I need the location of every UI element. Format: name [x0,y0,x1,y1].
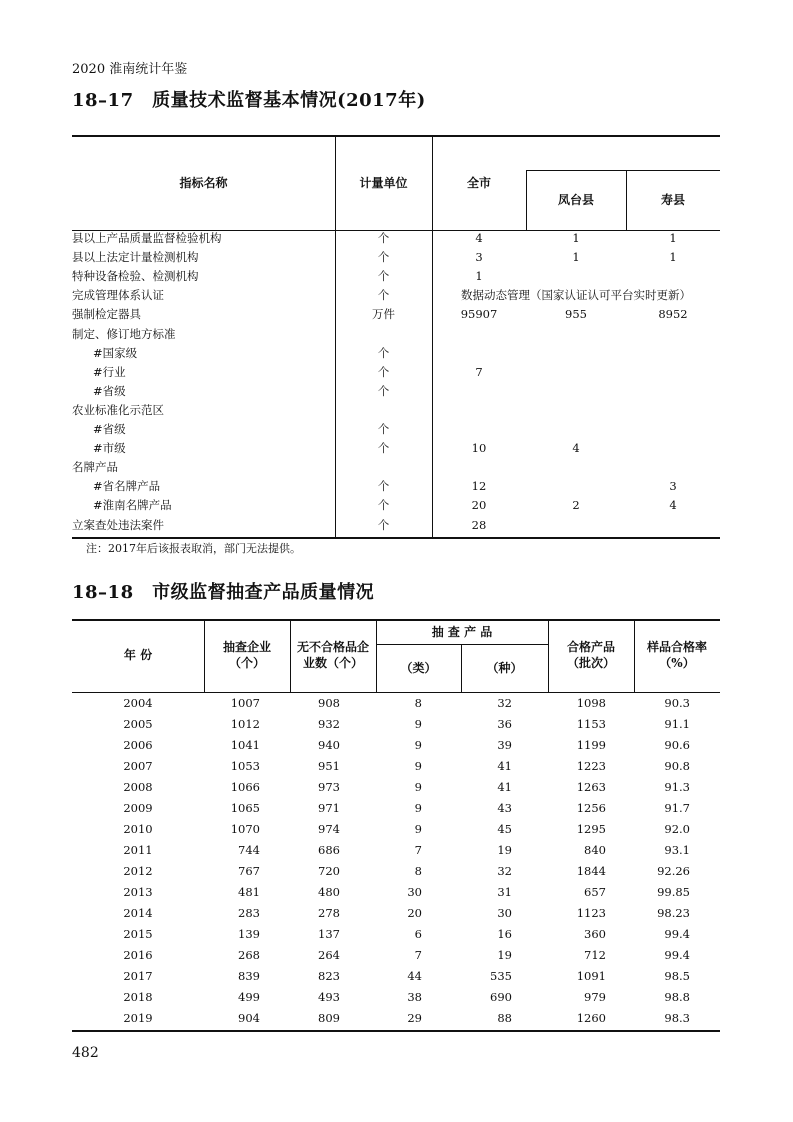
table1-row-name: 特种设备检验、检测机构 [72,269,199,284]
table2-cell-no-defect: 480 [318,885,340,899]
table2-cell-classes: 9 [414,738,422,752]
table1-row-fengtai: 2 [572,498,580,513]
table1-row-shou: 8952 [658,307,688,322]
table1-row-fengtai: 4 [572,441,580,456]
table2-cell-no-defect: 951 [318,759,340,773]
table2-cell-classes: 44 [407,969,422,983]
table1-row-city: 10 [471,441,487,456]
table2-cell-no-defect: 973 [318,780,340,794]
table1-header-indicator: 指标名称 [179,176,228,190]
table1-county-rule [526,170,720,171]
table2-cell-enterprises: 499 [238,990,260,1004]
table2-cell-no-defect: 809 [318,1011,340,1025]
table1-row-unit: 个 [377,383,390,398]
table2-cell-rate: 90.6 [664,738,690,752]
table1-row-fengtai: 1 [572,250,580,265]
table2-cell-no-defect: 137 [318,927,340,941]
table1-note: 注：2017年后该报表取消，部门无法提供。 [86,542,301,555]
table1-row-name: #国家级 [93,345,138,360]
table2-cell-rate: 91.7 [664,801,690,815]
table2-cell-enterprises: 1007 [230,696,260,710]
table1-row-fengtai: 1 [572,231,580,245]
table1-row-city: 12 [471,479,487,494]
table2-cell-kinds: 19 [497,843,512,857]
table2-header-rule [72,692,720,693]
table2-cell-rate: 98.8 [664,990,690,1004]
table2-cell-enterprises: 1066 [230,780,260,794]
table2-cell-rate: 90.3 [664,696,690,710]
table1-row-city: 7 [475,364,483,379]
table1-row-unit: 个 [377,250,390,265]
table2-header-enterprises: 抽查企业 [222,640,271,654]
table2-cell-enterprises: 1070 [230,822,260,836]
table2-cell-classes: 8 [414,696,422,710]
table1-row-shou: 4 [669,498,677,513]
table2-cell-year: 2008 [123,780,153,794]
table2-cell-kinds: 43 [497,801,512,815]
table2-cell-rate: 90.8 [664,759,690,773]
table2-cell-kinds: 690 [490,990,512,1004]
table2-cell-year: 2009 [123,801,153,815]
table2-cell-year: 2014 [123,906,153,920]
table2-cell-kinds: 30 [497,906,512,920]
table2-header-rate-unit: （%） [659,656,695,670]
table1-header-shou: 寿县 [660,193,685,207]
table2-header-rate: 样品合格率 [646,640,707,654]
table1-row-name: 完成管理体系认证 [72,288,164,303]
table1-row-unit: 个 [377,364,390,379]
table2-cell-year: 2006 [123,738,153,752]
table2-cell-year: 2013 [123,885,153,899]
table2-cell-year: 2017 [123,969,153,983]
table2-cell-classes: 29 [407,1011,422,1025]
table2-cell-rate: 98.3 [664,1011,690,1025]
table1-row-name: #省级 [93,422,126,436]
table2-cell-qualified: 1256 [576,801,606,815]
table2-cell-enterprises: 744 [238,843,260,857]
table2-cell-no-defect: 971 [318,801,340,815]
table2-cell-no-defect: 278 [318,906,340,920]
table1-row-name: #行业 [93,364,126,379]
table2-cell-qualified: 1098 [576,696,606,710]
table1-row-city: 20 [471,498,487,513]
table2-cell-kinds: 16 [497,927,512,941]
table1-vrule-2 [432,136,433,537]
table1-row-shou: 3 [669,479,677,494]
table2-cell-classes: 9 [414,822,422,836]
table2-product-rule [376,644,548,645]
table2-cell-rate: 98.23 [657,906,690,920]
table1-row-name: 立案查处违法案件 [72,517,164,532]
table1-row-unit: 个 [377,422,390,436]
table2-cell-enterprises: 839 [238,969,260,983]
table2-cell-kinds: 32 [497,864,512,878]
table1-row-city: 1 [475,269,483,284]
table2-cell-no-defect: 493 [318,990,340,1004]
table2-cell-enterprises: 904 [238,1011,260,1025]
table2-cell-classes: 9 [414,717,422,731]
table2-cell-classes: 30 [407,885,422,899]
table2-cell-rate: 99.85 [657,885,690,899]
table2-cell-rate: 92.26 [657,864,690,878]
table2-header-kinds: （种） [486,661,523,675]
table1-row-city: 数据动态管理（国家认证认可平台实时更新） [461,288,691,303]
table2-cell-kinds: 535 [490,969,512,983]
table2-cell-no-defect: 720 [318,864,340,878]
table2-cell-rate: 91.3 [664,780,690,794]
table2-cell-rate: 92.0 [664,822,690,836]
table2-cell-classes: 6 [414,927,422,941]
table1-header-city: 全市 [466,176,491,190]
table2-cell-kinds: 31 [497,885,512,899]
table2-cell-rate: 99.4 [664,948,690,962]
table2-cell-classes: 9 [414,801,422,815]
table2-cell-kinds: 32 [497,696,512,710]
table1-vrule-1 [335,136,336,537]
table2-bottom-rule [72,1030,720,1032]
table2-cell-no-defect: 264 [318,948,340,962]
table2-cell-classes: 7 [414,843,422,857]
table2-cell-qualified: 1263 [576,780,606,794]
table1-row-city: 95907 [460,307,498,322]
table2-cell-kinds: 41 [497,759,512,773]
table1-row-name: #淮南名牌产品 [93,498,172,513]
table1-row-city: 3 [475,250,483,265]
table2-cell-enterprises: 1053 [230,759,260,773]
table2-cell-classes: 20 [407,906,422,920]
table1-row-city: 4 [475,231,483,245]
table2-cell-kinds: 88 [497,1011,512,1025]
table2-cell-year: 2005 [123,717,153,731]
table1-row-city: 28 [471,517,487,532]
table2-top-rule [72,619,720,621]
table2-cell-enterprises: 767 [238,864,260,878]
table1-row-name: 县以上产品质量监督检验机构 [72,231,222,245]
table2-cell-qualified: 1260 [576,1011,606,1025]
table2-header-no-defect: 无不合格品企 [296,640,369,654]
table2-header-classes: （类） [400,661,437,675]
table1-row-fengtai: 955 [565,307,587,322]
table1-row-unit: 万件 [372,307,395,322]
table2-cell-no-defect: 932 [318,717,340,731]
table1-header-unit: 计量单位 [359,176,408,190]
table1-row-name: 县以上法定计量检测机构 [72,250,199,265]
table2-cell-qualified: 1199 [576,738,606,752]
table1-row-unit: 个 [377,517,390,532]
table2-cell-no-defect: 940 [318,738,340,752]
table2-cell-rate: 99.4 [664,927,690,941]
table1-row-shou: 1 [669,231,677,245]
table2-cell-enterprises: 1065 [230,801,260,815]
table2-cell-year: 2004 [123,696,153,710]
table2-cell-classes: 8 [414,864,422,878]
table2-cell-rate: 91.1 [664,717,690,731]
table2-cell-rate: 93.1 [664,843,690,857]
table2-cell-kinds: 19 [497,948,512,962]
table2-cell-qualified: 1153 [576,717,606,731]
table1-row-name: #省级 [93,383,126,398]
table1-row-name: 强制检定器具 [72,307,141,322]
table2-header-products: 抽 查 产 品 [431,625,493,639]
table2-cell-enterprises: 268 [238,948,260,962]
table2-header-qualified: 合格产品 [566,640,615,654]
table2-cell-year: 2012 [123,864,153,878]
table2-cell-kinds: 39 [497,738,512,752]
table1-row-unit: 个 [377,479,390,494]
table1-row-unit: 个 [377,269,390,284]
table2-cell-year: 2018 [123,990,153,1004]
table1-row-unit: 个 [377,441,390,456]
table1-top-rule [72,135,720,137]
table1-row-name: #省名牌产品 [93,479,161,494]
table2-cell-classes: 9 [414,759,422,773]
table2-cell-classes: 7 [414,948,422,962]
table2-cell-year: 2007 [123,759,153,773]
table2-cell-no-defect: 686 [318,843,340,857]
table2-cell-year: 2015 [123,927,153,941]
table2-cell-year: 2019 [123,1011,153,1025]
table1-row-unit: 个 [377,345,390,360]
running-header: 2020 淮南统计年鉴 [72,62,188,77]
table2-header-enterprises-unit: （个） [228,656,265,670]
table2-cell-qualified: 1844 [576,864,606,878]
table2-cell-enterprises: 283 [238,906,260,920]
table2-cell-classes: 9 [414,780,422,794]
table1-row-name: #市级 [93,441,126,456]
table2-cell-year: 2010 [123,822,153,836]
table1-bottom-rule [72,537,720,539]
table1-row-shou: 1 [669,250,677,265]
table2-cell-qualified: 712 [584,948,606,962]
table2-cell-enterprises: 481 [238,885,260,899]
table2-cell-no-defect: 974 [318,822,340,836]
table2-cell-kinds: 36 [497,717,512,731]
table2-cell-no-defect: 823 [318,969,340,983]
table2-header-qualified-unit: （批次） [566,656,615,670]
table2-cell-qualified: 840 [584,843,606,857]
table2-cell-enterprises: 1012 [230,717,260,731]
table1-row-unit: 个 [377,231,390,245]
table2-title: 18–18 市级监督抽查产品质量情况 [72,582,375,603]
table1-title: 18–17 质量技术监督基本情况(2017年) [72,90,426,111]
table1-row-name: 制定、修订地方标准 [72,326,176,341]
table2-cell-qualified: 657 [584,885,606,899]
table2-cell-qualified: 1123 [576,906,606,920]
table1-row-name: 农业标准化示范区 [72,402,164,417]
table2-cell-year: 2016 [123,948,153,962]
table1-header-fengtai: 凤台县 [557,193,594,207]
table2-cell-classes: 38 [407,990,422,1004]
table2-header-year: 年 份 [123,648,153,662]
table2-cell-enterprises: 139 [238,927,260,941]
table2-header-no-defect-unit: 业数（个） [302,656,363,670]
table2-cell-kinds: 45 [497,822,512,836]
table1-row-name: 名牌产品 [72,460,118,475]
table1-row-unit: 个 [377,498,390,513]
table2-cell-qualified: 1091 [576,969,606,983]
table1-row-unit: 个 [377,288,390,303]
table2-cell-kinds: 41 [497,780,512,794]
table2-cell-qualified: 979 [584,990,606,1004]
table2-cell-qualified: 1223 [576,759,606,773]
table2-cell-qualified: 1295 [576,822,606,836]
table2-cell-rate: 98.5 [664,969,690,983]
table2-cell-enterprises: 1041 [230,738,260,752]
table2-cell-year: 2011 [123,843,153,857]
page-number: 482 [72,1045,99,1061]
table2-cell-qualified: 360 [584,927,606,941]
table2-cell-no-defect: 908 [318,696,340,710]
